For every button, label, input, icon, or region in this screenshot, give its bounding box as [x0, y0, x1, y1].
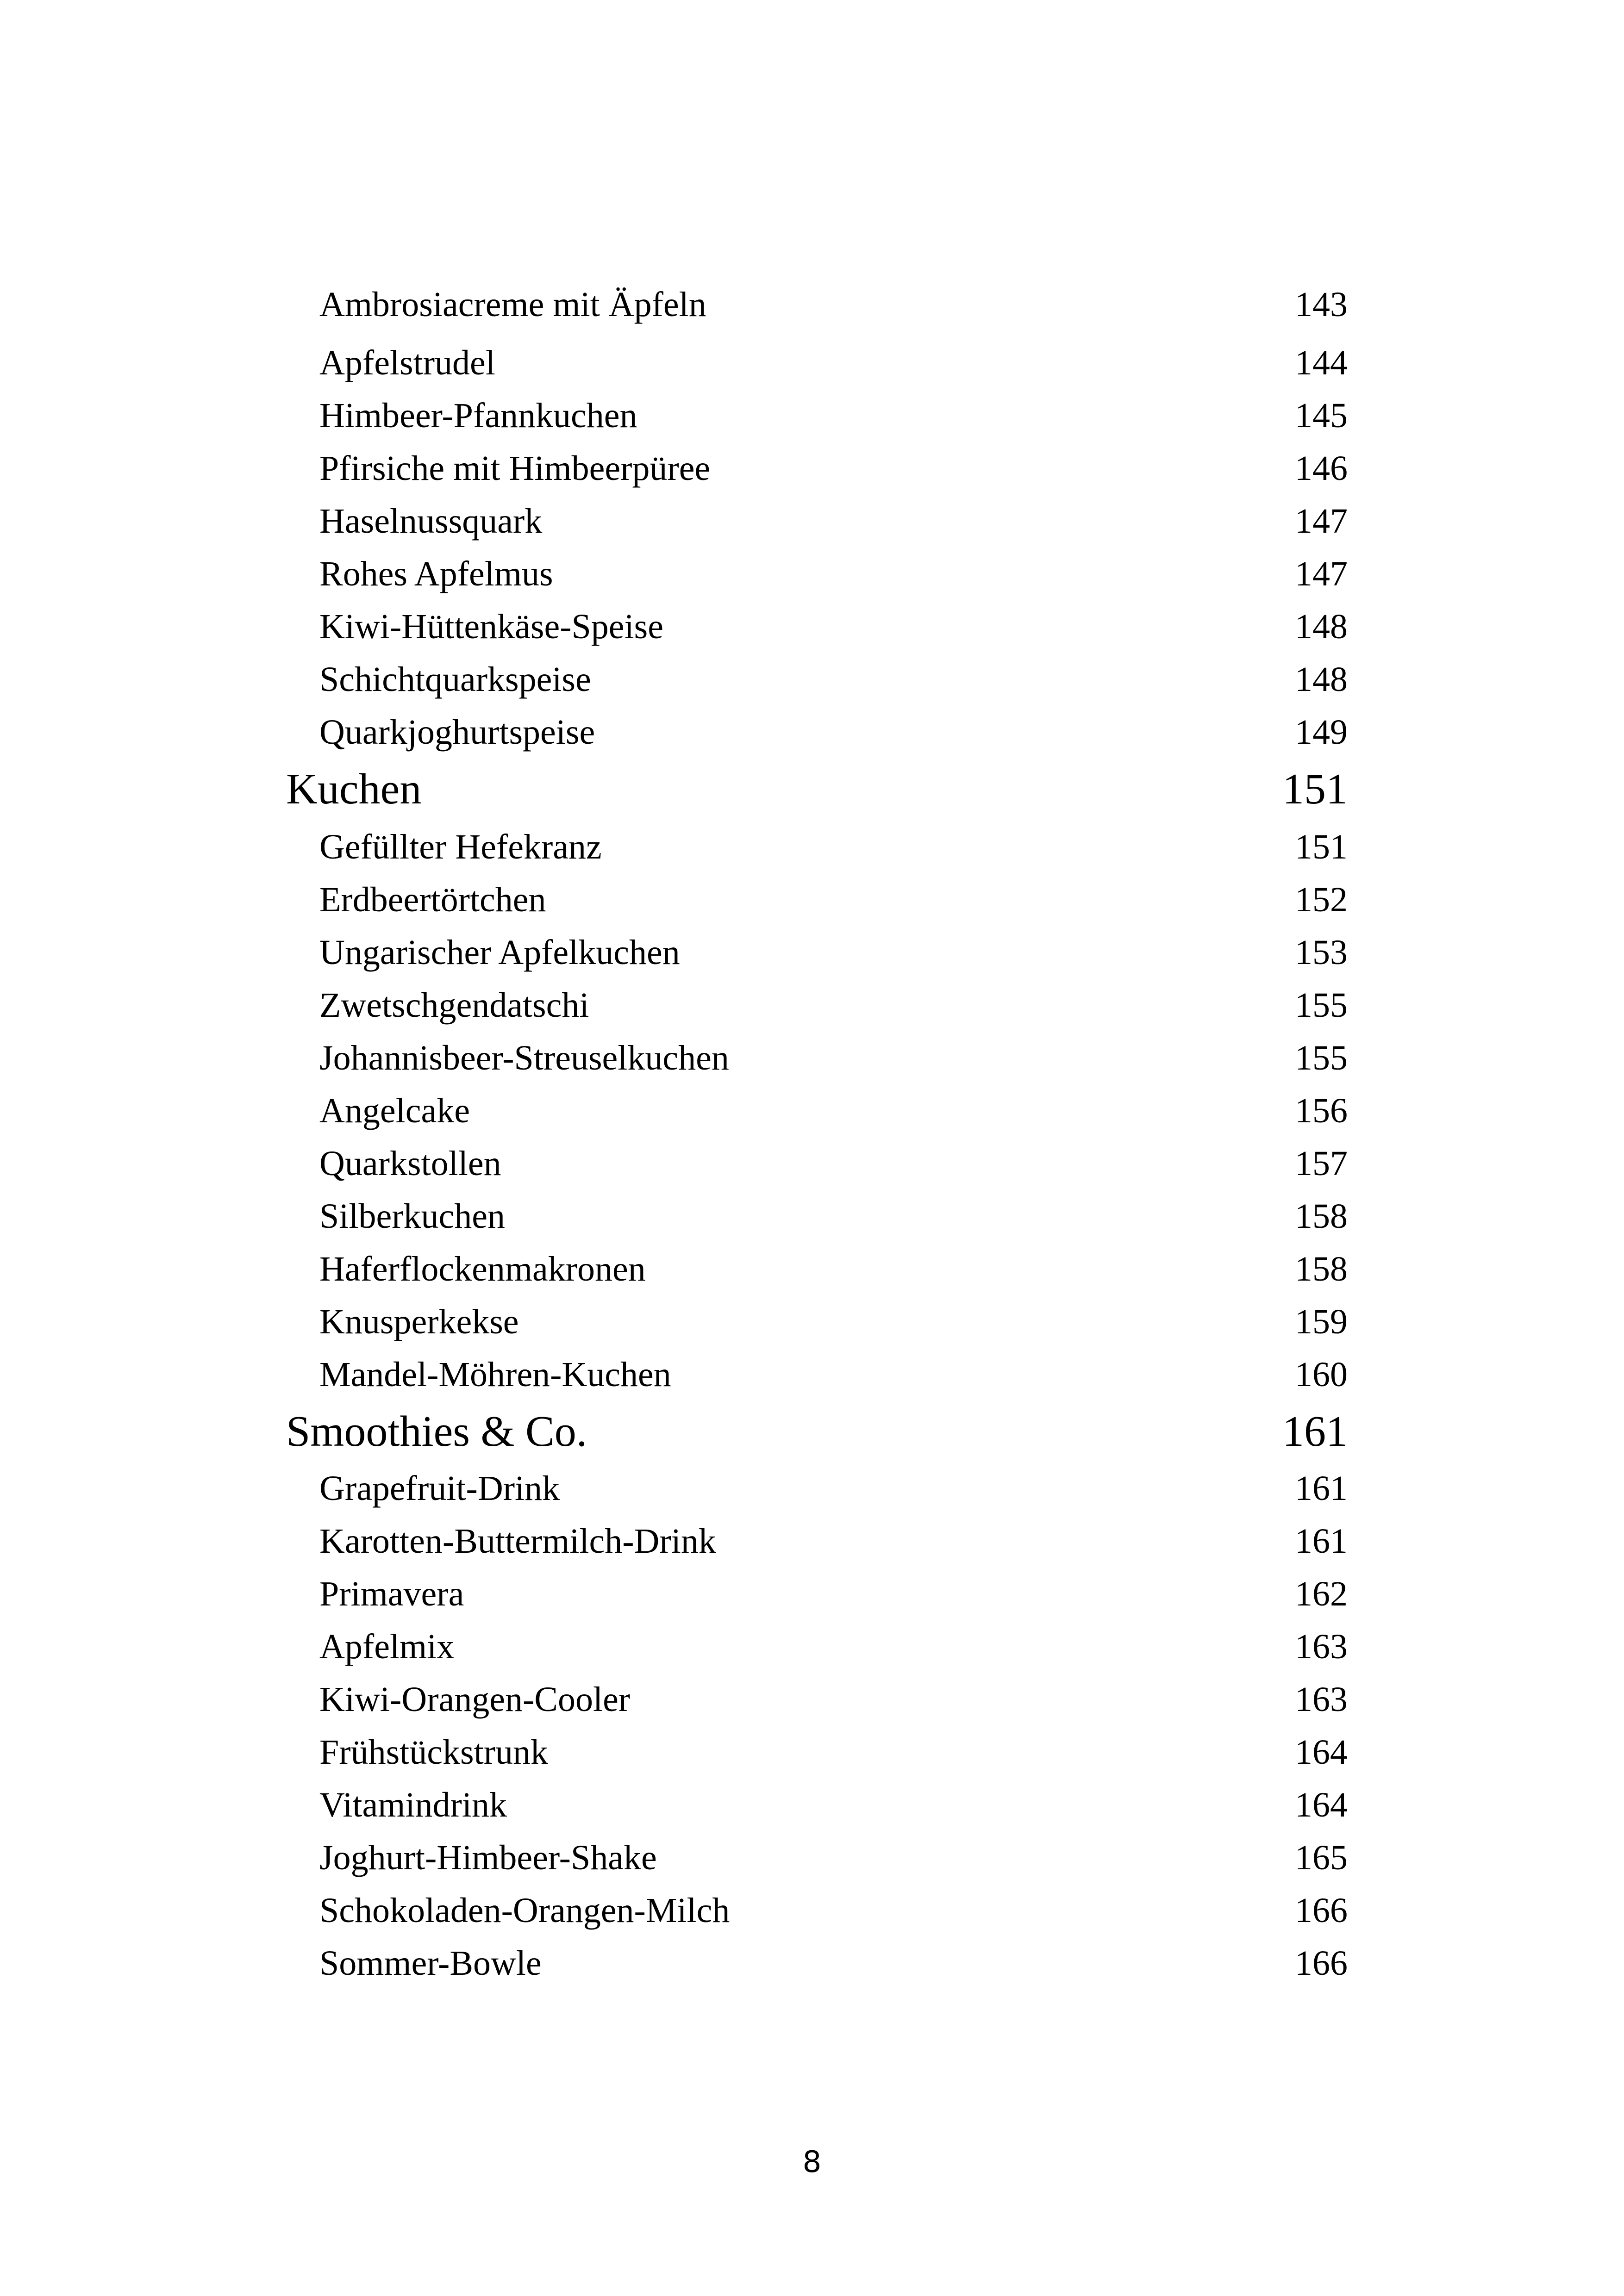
toc-entry-page: 160: [1295, 1355, 1348, 1394]
toc-entry-page: 161: [1295, 1522, 1348, 1561]
toc-entry[interactable]: [0, 1568, 1624, 1621]
toc-entry-page: 147: [1295, 502, 1348, 541]
toc-entry-page: 153: [1295, 933, 1348, 972]
toc-entry[interactable]: [0, 495, 1624, 548]
toc-entry-title: Quarkjoghurtspeise: [319, 713, 595, 752]
toc-entry-title: Haferflockenmakronen: [319, 1250, 646, 1288]
toc-entry-title: Zwetschgendatschi: [319, 986, 589, 1025]
toc-chapter-title: Smoothies & Co.: [286, 1407, 587, 1456]
toc-entry-title: Schokoladen-Orangen-Milch: [319, 1891, 730, 1930]
toc-chapter-page: 161: [1282, 1407, 1348, 1456]
toc-entry-title: Johannisbeer-Streuselkuchen: [319, 1039, 729, 1077]
toc-entry-title: Schichtquarkspeise: [319, 660, 591, 699]
toc-entry-page: 146: [1295, 449, 1348, 488]
toc-entry[interactable]: [0, 601, 1624, 653]
toc-entry-title: Primavera: [319, 1574, 464, 1613]
toc-entry-page: 152: [1295, 880, 1348, 919]
toc-entry-title: Apfelmix: [319, 1627, 455, 1666]
toc-entry-page: 162: [1295, 1574, 1348, 1613]
toc-entry[interactable]: [0, 1937, 1624, 1990]
toc-entry-title: Vitamindrink: [319, 1786, 507, 1824]
toc-entry-page: 148: [1295, 607, 1348, 646]
page-number: 8: [802, 2145, 822, 2179]
toc-entry[interactable]: [0, 1885, 1624, 1937]
toc-entry[interactable]: [0, 548, 1624, 601]
toc-entry-page: 147: [1295, 554, 1348, 593]
toc-entry[interactable]: [0, 442, 1624, 495]
toc-entry-page: 164: [1295, 1786, 1348, 1824]
toc-entry-page: 156: [1295, 1091, 1348, 1130]
toc-chapter-title: Kuchen: [286, 765, 422, 813]
toc-entry-page: 166: [1295, 1944, 1348, 1983]
toc-entry[interactable]: [0, 1674, 1624, 1726]
toc-entry[interactable]: [0, 390, 1624, 442]
toc-entry-title: Rohes Apfelmus: [319, 554, 553, 593]
toc-entry-page: 163: [1295, 1680, 1348, 1719]
toc-entry[interactable]: [0, 1462, 1624, 1515]
toc-entry[interactable]: [0, 706, 1624, 759]
toc-entry[interactable]: [0, 874, 1624, 927]
toc-entry-page: 148: [1295, 660, 1348, 699]
toc-entry[interactable]: [0, 821, 1624, 874]
toc-entry-title: Kiwi-Orangen-Cooler: [319, 1680, 631, 1719]
toc-entry-title: Silberkuchen: [319, 1197, 506, 1236]
toc-entry-title: Himbeer-Pfannkuchen: [319, 396, 637, 435]
toc-entry-page: 158: [1295, 1250, 1348, 1288]
toc-chapter[interactable]: [0, 764, 1624, 816]
toc-entry-page: 144: [1295, 343, 1348, 382]
toc-entry-page: 163: [1295, 1627, 1348, 1666]
toc-entry-page: 145: [1295, 396, 1348, 435]
toc-entry[interactable]: [0, 1726, 1624, 1779]
toc-entry[interactable]: [0, 1243, 1624, 1296]
toc-entry-page: 155: [1295, 986, 1348, 1025]
toc-entry[interactable]: [0, 1190, 1624, 1243]
toc-entry-title: Grapefruit-Drink: [319, 1469, 560, 1508]
toc-entry-title: Erdbeertörtchen: [319, 880, 546, 919]
toc-chapter[interactable]: [0, 1406, 1624, 1459]
toc-entry-page: 166: [1295, 1891, 1348, 1930]
toc-entry[interactable]: [0, 1515, 1624, 1568]
toc-entry-title: Joghurt-Himbeer-Shake: [319, 1838, 657, 1877]
toc-entry-page: 158: [1295, 1197, 1348, 1236]
toc-entry-page: 149: [1295, 713, 1348, 752]
toc-chapter-page: 151: [1282, 765, 1348, 813]
toc-entry-title: Gefüllter Hefekranz: [319, 828, 602, 866]
toc-entry-title: Haselnussquark: [319, 502, 543, 541]
toc-entry-page: 151: [1295, 828, 1348, 866]
toc-entry[interactable]: [0, 1349, 1624, 1401]
toc-entry[interactable]: [0, 1779, 1624, 1832]
toc-entry-title: Quarkstollen: [319, 1144, 501, 1183]
toc-entry-page: 155: [1295, 1039, 1348, 1077]
toc-entry-title: Knusperkekse: [319, 1302, 519, 1341]
toc-entry-title: Kiwi-Hüttenkäse-Speise: [319, 607, 663, 646]
toc-entry-title: Sommer-Bowle: [319, 1944, 542, 1983]
toc-entry-title: Frühstückstrunk: [319, 1733, 548, 1772]
toc-entry[interactable]: [0, 337, 1624, 390]
toc-entry[interactable]: [0, 1032, 1624, 1085]
toc-entry-title: Ungarischer Apfelkuchen: [319, 933, 680, 972]
toc-entry[interactable]: [0, 1085, 1624, 1138]
toc-entry[interactable]: [0, 1832, 1624, 1885]
toc-entry[interactable]: [0, 979, 1624, 1032]
toc-entry[interactable]: [0, 279, 1624, 331]
toc-entry-page: 159: [1295, 1302, 1348, 1341]
toc-entry-title: Apfelstrudel: [319, 343, 495, 382]
toc-entry-title: Angelcake: [319, 1091, 470, 1130]
toc-entry-title: Pfirsiche mit Himbeerpüree: [319, 449, 711, 488]
toc-entry-title: Karotten-Buttermilch-Drink: [319, 1522, 716, 1561]
toc-entry-page: 165: [1295, 1838, 1348, 1877]
toc-entry-title: Mandel-Möhren-Kuchen: [319, 1355, 671, 1394]
toc-entry[interactable]: [0, 653, 1624, 706]
toc-entry[interactable]: [0, 1138, 1624, 1190]
toc-entry[interactable]: [0, 1621, 1624, 1674]
toc-entry[interactable]: [0, 927, 1624, 979]
toc-entry-page: 143: [1295, 285, 1348, 324]
toc-entry-title: Ambrosiacreme mit Äpfeln: [319, 285, 706, 324]
toc-entry-page: 157: [1295, 1144, 1348, 1183]
toc-entry-page: 161: [1295, 1469, 1348, 1508]
toc-entry[interactable]: [0, 1296, 1624, 1349]
toc-entry-page: 164: [1295, 1733, 1348, 1772]
